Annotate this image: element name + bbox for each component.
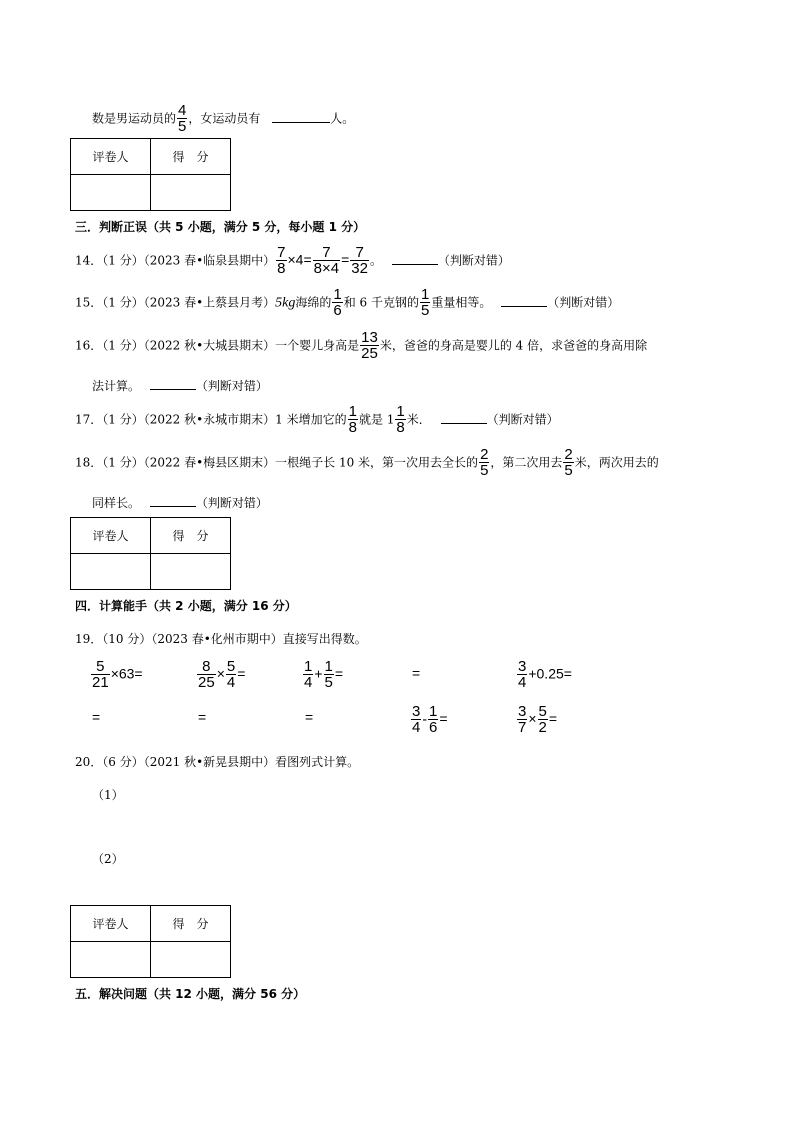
q19-r2c5-op: ×	[528, 710, 537, 727]
q17-frac-1: $\frac{1}{8}$	[348, 403, 357, 436]
q18-t2: 米，两次用去的	[574, 455, 659, 470]
q19-r1c2-eq: =	[237, 665, 246, 682]
q14-prefix: 14．（1 分）（2023 春•临泉县期中）	[75, 253, 276, 268]
q18-frac-1: $\frac{2}{5}$	[480, 446, 489, 479]
q14-frac-3: $\frac{7}{32}$	[351, 244, 368, 277]
q13-suffix: 人。	[330, 111, 355, 126]
question-15	[75, 288, 619, 318]
reviewer-cell[interactable]	[71, 175, 151, 211]
q19-r1c1-text: ×63=	[110, 665, 143, 682]
q15-answer-blank[interactable]	[501, 306, 547, 307]
q19-item-r2c1: =	[92, 709, 101, 725]
q13-fraction: $\frac{4}{5}$	[178, 102, 187, 135]
reviewer-label: 评卷人	[71, 139, 151, 175]
q19-item-r2c3: =	[305, 709, 314, 725]
q13-answer-blank[interactable]	[272, 122, 330, 123]
q14-times: ×4=	[287, 251, 312, 268]
q17-frac-2: $\frac{1}{8}$	[396, 403, 405, 436]
q19-r2c4-op: -	[422, 710, 428, 727]
q19-r1c3-op: +	[314, 665, 323, 682]
score-cell[interactable]	[151, 942, 231, 978]
q18-line2: 同样长。	[92, 496, 141, 510]
q14-eq: =	[341, 251, 350, 268]
score-cell[interactable]	[151, 554, 231, 590]
q16-judge: （判断对错）	[195, 379, 268, 393]
q14-end: 。	[369, 253, 382, 268]
q13-tail-line	[92, 104, 354, 134]
score-label: 得 分	[151, 906, 231, 942]
q19-r2c4-eq: =	[439, 710, 448, 727]
reviewer-label: 评卷人	[71, 906, 151, 942]
q13-mid: ，女运动员有	[188, 111, 261, 126]
q19-item-r1c5	[516, 660, 572, 690]
q19-r1c3-eq: =	[334, 665, 344, 682]
q16-t1: 米，爸爸的身高是婴儿的 4 倍，求爸爸的身高用除	[379, 338, 648, 353]
q17-answer-blank[interactable]	[441, 423, 487, 424]
question-16-line2	[92, 377, 268, 394]
q14-frac-1: $\frac{7}{8}$	[277, 244, 286, 277]
q19-item-r1c4: =	[412, 665, 421, 681]
q18-answer-blank[interactable]	[150, 506, 196, 507]
q15-kg: 5kg	[275, 295, 296, 311]
section-3-title: 三．判断正误（共 5 小题，满分 5 分，每小题 1 分）	[75, 220, 366, 234]
section-5-title: 五．解决问题（共 12 小题，满分 56 分）	[75, 987, 306, 1001]
q19-r2c4-frac1: $\frac{3}{4}$	[412, 703, 421, 736]
q15-frac-2: $\frac{1}{5}$	[421, 286, 430, 319]
score-label: 得 分	[151, 518, 231, 554]
q17-prefix: 17．（1 分）（2022 秋•永城市期末）1 米增加它的	[75, 412, 347, 427]
q19-r1c2-frac2: $\frac{5}{4}$	[226, 658, 236, 691]
section-4-title: 四．计算能手（共 2 小题，满分 16 分）	[75, 599, 297, 613]
q15-t2: 和 6 千克钢的	[343, 295, 419, 310]
q19-r2c5-eq: =	[548, 710, 558, 727]
q19-r1c3-frac2: $\frac{1}{5}$	[324, 658, 333, 691]
q19-r1c2-frac1: $\frac{8}{25}$	[198, 658, 215, 691]
q19-item-r1c1	[90, 660, 143, 690]
q16-line2: 法计算。	[92, 379, 141, 393]
q15-judge: （判断对错）	[547, 295, 620, 310]
q13-prefix: 数是男运动员的	[92, 111, 177, 126]
q20-part-1: （1）	[92, 788, 124, 802]
q14-judge: （判断对错）	[437, 253, 510, 268]
q15-frac-1: $\frac{1}{6}$	[333, 286, 342, 319]
question-18-line2	[92, 494, 268, 511]
q16-answer-blank[interactable]	[150, 389, 196, 390]
q19-r1c3-frac1: $\frac{1}{4}$	[304, 658, 313, 691]
score-label: 得 分	[151, 139, 231, 175]
q14-answer-blank[interactable]	[392, 264, 438, 265]
q19-item-r1c2	[196, 660, 245, 690]
reviewer-label: 评卷人	[71, 518, 151, 554]
q15-prefix: 15．（1 分）（2023 春•上蔡县月考）	[75, 295, 276, 310]
q19-r2c5-frac2: $\frac{5}{2}$	[538, 703, 547, 736]
q16-frac: $\frac{13}{25}$	[361, 329, 378, 362]
q19-r1c2-op: ×	[216, 665, 225, 682]
q19-r2c5-frac1: $\frac{3}{7}$	[518, 703, 527, 736]
q19-item-r2c4	[410, 705, 448, 735]
q18-prefix: 18．（1 分）（2022 春•梅县区期末）一根绳子长 10 米，第一次用去全长的	[75, 455, 479, 470]
question-17	[75, 405, 559, 435]
q19-item-r2c2: =	[198, 709, 207, 725]
q14-frac-2: $\frac{7}{8\times 4}$	[313, 244, 340, 277]
q20-part-2: （2）	[92, 852, 124, 866]
score-cell[interactable]	[151, 175, 231, 211]
q18-t1: ，第二次用去	[490, 455, 563, 470]
q19-r1c5-frac: $\frac{3}{4}$	[518, 658, 527, 691]
reviewer-cell[interactable]	[71, 554, 151, 590]
q18-judge: （判断对错）	[195, 496, 268, 510]
q18-frac-2: $\frac{2}{5}$	[564, 446, 573, 479]
score-table-2	[70, 517, 231, 590]
q16-prefix: 16．（1 分）（2022 秋•大城县期末）一个婴儿身高是	[75, 338, 360, 353]
score-table-3	[70, 905, 231, 978]
q19-r2c4-frac2: $\frac{1}{6}$	[429, 703, 438, 736]
q19-r1c1-frac: $\frac{5}{21}$	[92, 658, 109, 691]
q15-t3: 重量相等。	[431, 295, 492, 310]
question-19: 19．（10 分）（2023 春•化州市期中）直接写出得数。	[75, 632, 367, 646]
q19-item-r1c3	[302, 660, 343, 690]
question-20: 20．（6 分）（2021 秋•新晃县期中）看图列式计算。	[75, 755, 360, 769]
score-table-1	[70, 138, 231, 211]
reviewer-cell[interactable]	[71, 942, 151, 978]
question-18	[75, 448, 659, 478]
question-14	[75, 246, 510, 276]
question-16	[75, 331, 647, 361]
q17-t1: 就是 1	[358, 412, 395, 427]
q19-r1c5-text: +0.25=	[528, 665, 572, 682]
q17-judge: （判断对错）	[486, 412, 559, 427]
q19-item-r2c5	[516, 705, 557, 735]
q17-t2: 米．	[406, 412, 431, 427]
q15-t1: 海绵的	[295, 295, 332, 310]
